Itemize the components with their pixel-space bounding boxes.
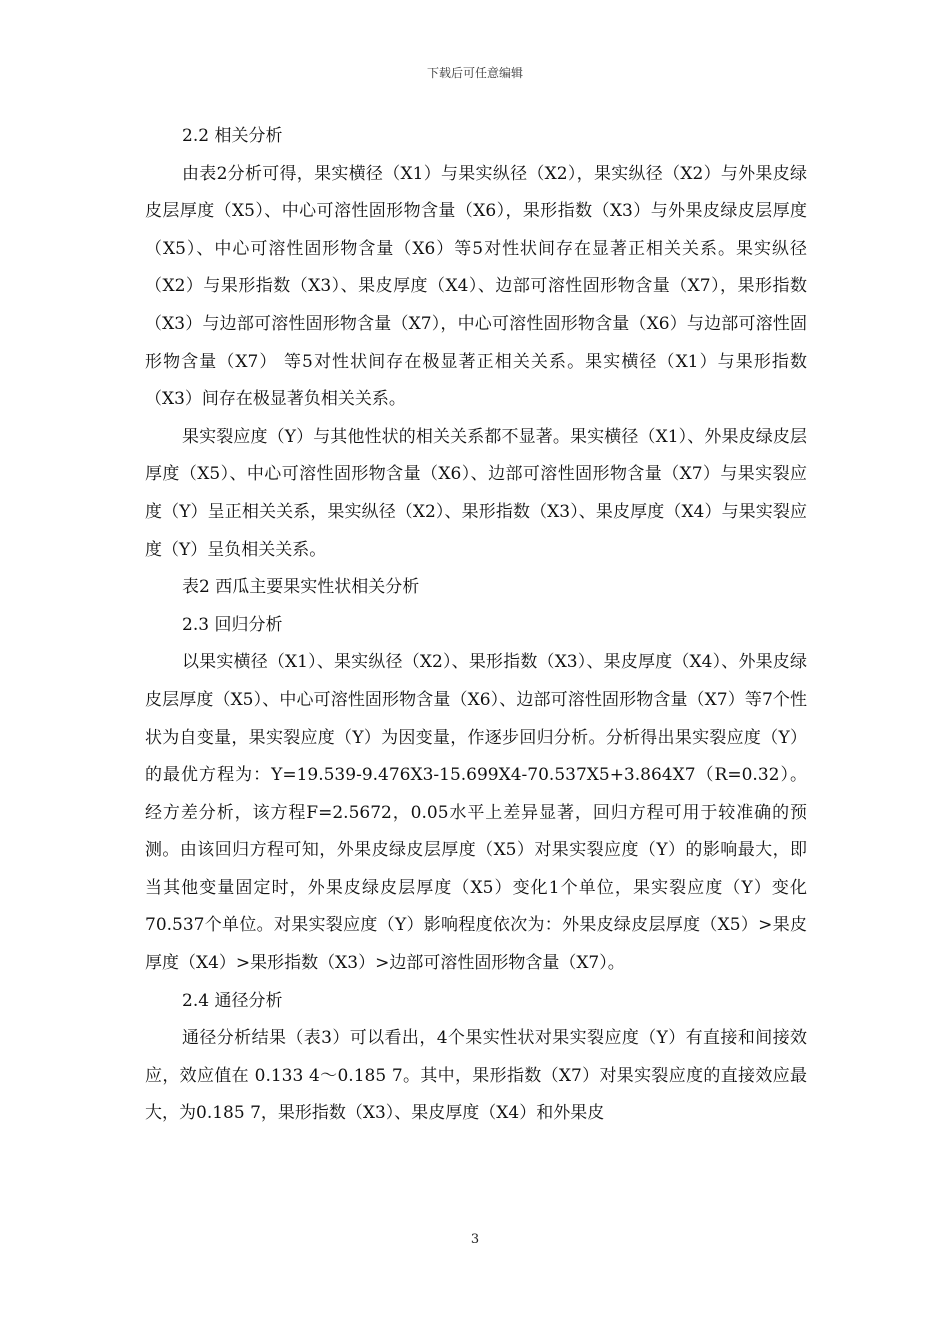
section-2-2-paragraph-2: 果实裂应度（Y）与其他性状的相关关系都不显著。果实横径（X1）、外果皮绿皮层厚度（X5）、中心可溶性固形物含量（X6）、边部可溶性固形物含量（X7）与果实裂应度（Y）呈正相关关系，果实纵径（X2）、果形指数（X3）、果皮厚度（X4）与果实裂应度（Y）呈负相关关系。 bbox=[145, 426, 807, 560]
section-2-4-heading: 2.4 通径分析 bbox=[182, 990, 283, 1011]
page-number: 3 bbox=[470, 1232, 480, 1247]
section-2-3-heading: 2.3 回归分析 bbox=[182, 614, 283, 635]
document-body bbox=[145, 118, 807, 1133]
section-2-3-paragraph-1: 以果实横径（X1）、果实纵径（X2）、果形指数（X3）、果皮厚度（X4）、外果皮绿皮层厚度（X5）、中心可溶性固形物含量（X6）、边部可溶性固形物含量（X7）等7个性状为自变量，果实裂应度（Y）为因变量，作逐步回归分析。分析得出果实裂应度（Y）的最优方程为：Y=19.539-9.476X3-15.699X4-70.537X5+3.864X7（R=0.32）。经方差分析，该方程F=2.5672，0.05水平上差异显著，回归方程可用于较准确的预测。由该回归方程可知，外果皮绿皮层厚度（X5）对果实裂应度（Y）的影响最大，即当其他变量固定时，外果皮绿皮层厚度（X5）变化1个单位，果实裂应度（Y）变化70.537个单位。对果实裂应度（Y）影响程度依次为：外果皮绿皮层厚度（X5）>果皮厚度（X4）>果形指数（X3）>边部可溶性固形物含量（X7）。 bbox=[145, 652, 807, 974]
table-2-caption: 表2 西瓜主要果实性状相关分析 bbox=[182, 577, 420, 598]
section-2-4-paragraph-1: 通径分析结果（表3）可以看出，4个果实性状对果实裂应度（Y）有直接和间接效应，效应值在 0.133 4～0.185 7。其中，果形指数（X7）对果实裂应度的直接效应最大，为0.185 7，果形指数（X3）、果皮厚度（X4）和外果皮 bbox=[145, 1028, 807, 1124]
page-header-note: 下载后可任意编辑 bbox=[426, 66, 523, 80]
section-2-2-heading: 2.2 相关分析 bbox=[182, 126, 283, 146]
section-2-2-paragraph-1: 由表2分析可得，果实横径（X1）与果实纵径（X2），果实纵径（X2）与外果皮绿皮层厚度（X5）、中心可溶性固形物含量（X6），果形指数（X3）与外果皮绿皮层厚度（X5）、中心可溶性固形物含量（X6）等5对性状间存在显著正相关关系。果实纵径（X2）与果形指数（X3）、果皮厚度（X4）、边部可溶性固形物含量（X7），果形指数（X3）与边部可溶性固形物含量（X7），中心可溶性固形物含量（X6）与边部可溶性固形物含量（X7） 等5对性状间存在极显著正相关关系。果实横径（X1）与果形指数（X3）间存在极显著负相关关系。 bbox=[145, 163, 807, 410]
